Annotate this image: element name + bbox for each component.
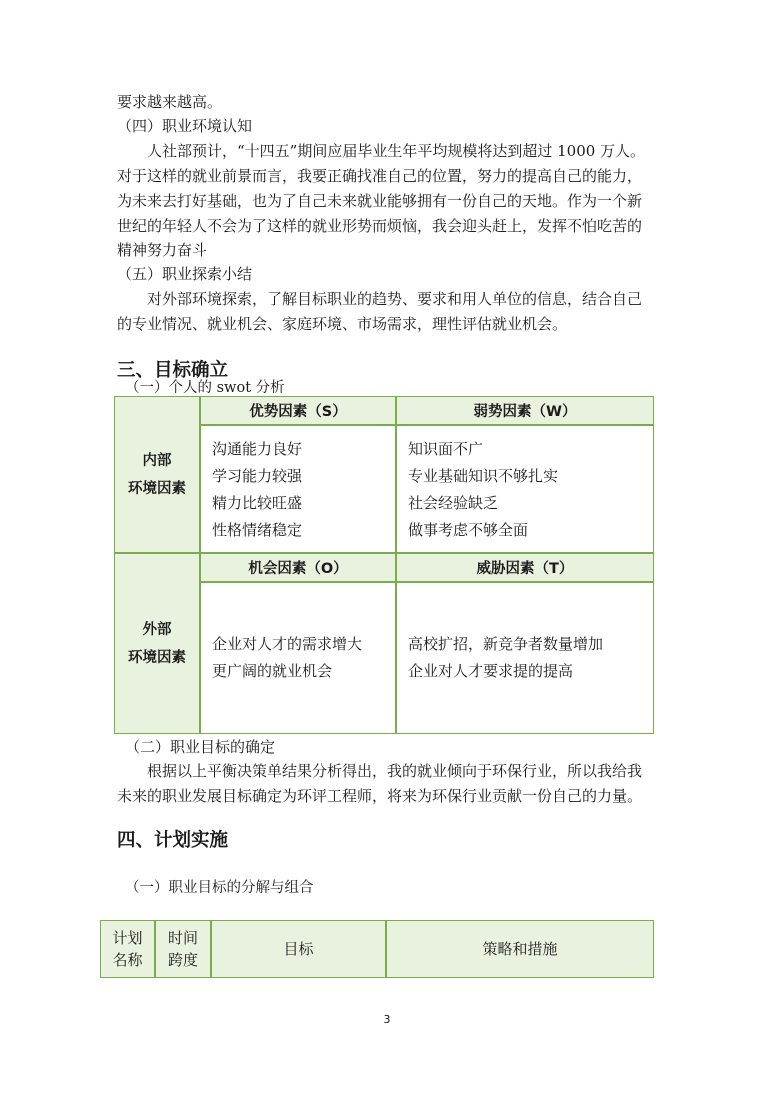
goal-header [211,920,386,978]
paragraph-line: 对于这样的就业前景而言，我要正确找准自己的位置，努力的提高自己的能力， [117,167,643,185]
paragraph-line: 人社部预计，“十四五”期间应届毕业生年平均规模将达到超过 1000 万人。 [147,142,646,160]
paragraph-line: 精神努力奋斗 [117,241,208,259]
label-line: 环境因素 [128,480,186,497]
swot-table [114,396,654,734]
time-span-header [155,920,211,978]
header-line: 计划 [112,929,143,947]
list-item: 沟通能力良好 [212,440,303,458]
subsection-title: （五）职业探索小结 [117,265,253,283]
list-item: 高校扩招，新竞争者数量增加 [408,635,604,653]
list-item: 精力比较旺盛 [212,494,303,512]
paragraph-line: 根据以上平衡决策单结果分析得出，我的就业倾向于环保行业，所以我给我 [147,762,643,780]
label-line: 内部 [142,452,172,469]
header-line: 目标 [283,940,314,958]
strategy-header [386,920,654,978]
list-item: 企业对人才的需求增大 [212,635,363,653]
paragraph-line: 未来的职业发展目标确定为环评工程师，将来为环保行业贡献一份自己的力量。 [117,787,643,805]
header-line: 跨度 [167,951,198,969]
label-line: 外部 [142,621,172,638]
list-item: 社会经验缺乏 [408,494,499,512]
weaknesses-list [396,425,654,553]
weaknesses-header: 弱势因素（W） [396,396,654,425]
external-factors-label [114,553,200,734]
list-item: 专业基础知识不够扎实 [408,467,559,485]
threats-list [396,582,654,734]
table-caption: （一）职业目标的分解与组合 [125,880,314,896]
paragraph-line: 对外部环境探索，了解目标职业的趋势、要求和用人单位的信息，结合自己 [147,290,643,308]
threats-header: 威胁因素（T） [396,553,654,582]
header-line: 时间 [167,929,198,947]
internal-factors-label [114,396,200,553]
continued-text: 要求越来越高。 [117,93,223,111]
strengths-list [200,425,396,553]
table-caption: （一）个人的 swot 分析 [125,380,285,396]
label-line: 环境因素 [128,649,186,666]
section-heading: 三、目标确立 [117,360,229,381]
plan-table [100,920,654,978]
paragraph-line: 世纪的年轻人不会为了这样的就业形势而烦恼，我会迎头赶上，发挥不怕吃苦的 [117,217,643,235]
list-item: 企业对人才要求提的提高 [408,662,574,680]
page-number: 3 [383,1013,391,1026]
list-item: 知识面不广 [408,440,484,458]
list-item: 性格情绪稳定 [212,521,303,539]
header-line: 名称 [112,951,143,969]
subsection-title: （四）职业环境认知 [117,117,253,135]
list-item: 学习能力较强 [212,467,303,485]
section-heading: 四、计划实施 [117,830,229,851]
list-item: 做事考虑不够全面 [408,521,529,539]
opportunities-list [200,582,396,734]
plan-name-header [100,920,155,978]
subsection-title: （二）职业目标的确定 [125,738,276,756]
header-line: 策略和措施 [482,940,558,958]
paragraph-line: 的专业情况、就业机会、家庭环境、市场需求，理性评估就业机会。 [117,315,568,333]
strengths-header: 优势因素（S） [200,396,396,425]
list-item: 更广阔的就业机会 [212,662,333,680]
opportunities-header: 机会因素（O） [200,553,396,582]
paragraph-line: 为未来去打好基础，也为了自己未来就业能够拥有一份自己的天地。作为一个新 [117,192,643,210]
